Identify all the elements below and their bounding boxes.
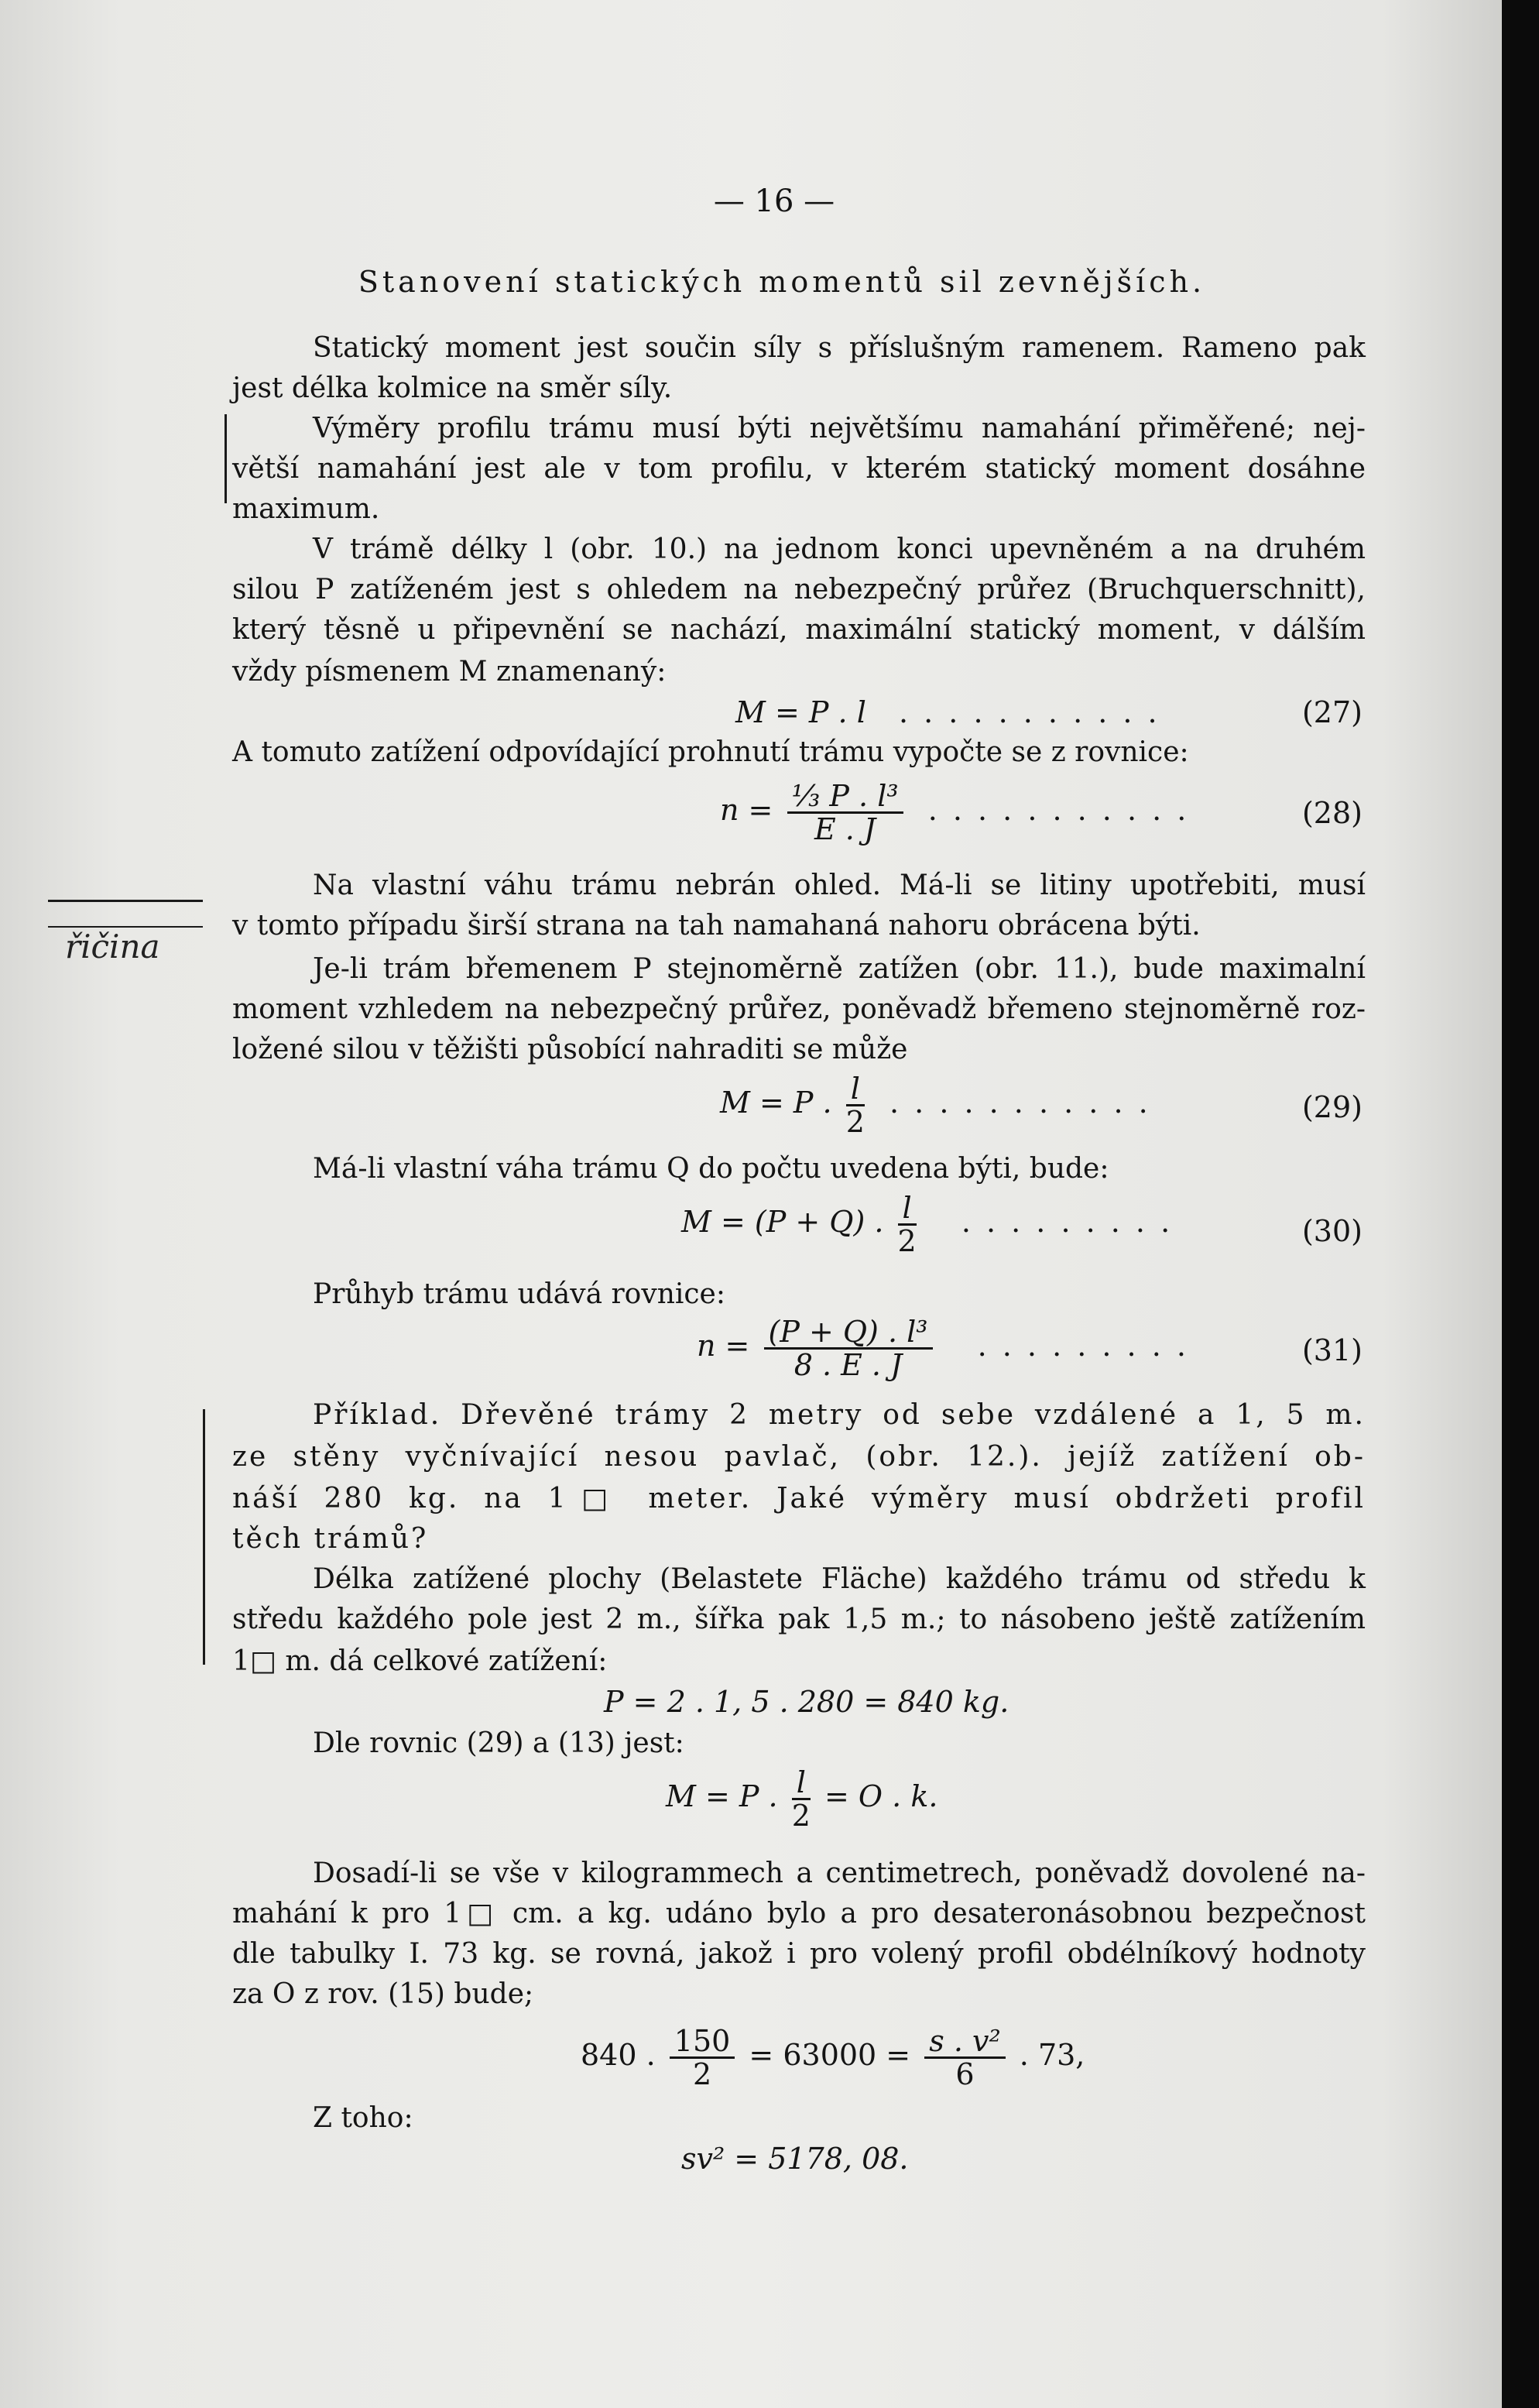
eq29-dots: . . . . . . . . . . . <box>889 1086 1151 1120</box>
margin-bracket-line <box>203 1409 205 1665</box>
eq30-numerator: l <box>898 1192 917 1226</box>
eq31-lhs: n = <box>697 1329 750 1363</box>
equation-29 <box>720 1073 1151 1137</box>
eq29-denominator: 2 <box>845 1105 865 1139</box>
text-line: Průhyb trámu udává rovnice: <box>313 1278 725 1310</box>
equation-31 <box>697 1316 1189 1381</box>
text-line: vždy písmenem M znamenaný: <box>232 656 667 688</box>
text-line: moment vzhledem na nebezpečný průřez, poněvadž břemeno stejnoměrně roz- <box>232 993 1366 1025</box>
eq27-formula: M = P . l <box>735 695 866 729</box>
eq29-numerator: l <box>846 1073 865 1106</box>
margin-bracket-line <box>225 414 227 503</box>
equation-27 <box>735 695 1160 729</box>
margin-pen-stroke <box>48 900 203 902</box>
example-line: náší 280 kg. na 1□ meter. Jaké výměry musí obdržeti profil <box>232 1483 1366 1514</box>
text-line: za O z rov. (15) bude; <box>232 1978 534 2010</box>
handwritten-margin-note: řičina <box>65 928 160 966</box>
text-line: Má-li vlastní váha trámu Q do počtu uvedena býti, bude: <box>313 1153 1109 1185</box>
eq28-denominator: E . J <box>814 812 876 846</box>
text-line: V trámě délky l (obr. 10.) na jednom konci upevněném a na druhém <box>313 533 1366 565</box>
calc-numerator-2: s . v² <box>924 2026 1005 2059</box>
eq29-lhs: M = P . <box>720 1086 832 1120</box>
equation-28 <box>720 780 1189 845</box>
example-line: těch trámů? <box>232 1523 429 1555</box>
text-line: maximum. <box>232 493 380 525</box>
text-line: Z toho: <box>313 2102 413 2134</box>
eq30-dots: . . . . . . . . . <box>961 1205 1174 1239</box>
text-line: v tomto případu širší strana na tah namahaná nahoru obrácena býti. <box>232 910 1201 942</box>
text-line: Výměry profilu trámu musí býti největšímu namahání přiměřené; nej- <box>313 413 1366 444</box>
text-line: jest délka kolmice na směr síly. <box>232 372 673 404</box>
calc-denominator-1: 2 <box>692 2057 712 2091</box>
eq30-denominator: 2 <box>897 1224 917 1258</box>
text-line: ložené silou v těžišti působící nahraditi se může <box>232 1034 908 1065</box>
eq28-number: (28) <box>1301 796 1362 830</box>
eq30-fraction <box>898 1192 917 1257</box>
text-line: Dosadí-li se vše v kilogrammech a centimetrech, poněvadž dovolené na- <box>313 1857 1366 1889</box>
text-line: větší namahání jest ale v tom profilu, v kterém statický moment dosáhne <box>232 453 1366 485</box>
eq30-number: (30) <box>1301 1214 1362 1248</box>
text-line: dle tabulky I. 73 kg. se rovná, jakož i pro volený profil obdélníkový hodnoty <box>232 1938 1366 1970</box>
eq31-number: (31) <box>1301 1333 1362 1367</box>
text-line: středu každého pole jest 2 m., šířka pak 1,5 m.; to násobeno ještě zatížením <box>232 1604 1366 1635</box>
calc-part-c: . 73, <box>1019 2038 1085 2072</box>
eq28-dots: . . . . . . . . . . . <box>927 793 1190 827</box>
text-line: Statický moment jest součin síly s příslušným ramenem. Rameno pak <box>313 332 1366 364</box>
equation-result: sv² = 5178, 08. <box>681 2142 909 2176</box>
eq28-lhs: n = <box>720 793 773 827</box>
page-number: — 16 — <box>713 184 835 219</box>
section-heading: Stanovení statických momentů sil zevnějších. <box>358 265 1206 299</box>
equation-p-total: P = 2 . 1, 5 . 280 = 840 kg. <box>604 1685 1009 1719</box>
eq27-number: (27) <box>1301 695 1362 729</box>
text-line: Na vlastní váhu trámu nebrán ohled. Má-li se litiny upotřebiti, musí <box>313 870 1366 901</box>
example-line: ze stěny vyčnívající nesou pavlač, (obr. 12.). jejíž zatížení ob- <box>232 1441 1366 1473</box>
calc-part-a: 840 . <box>581 2038 656 2072</box>
calc-fraction-2 <box>924 2026 1005 2090</box>
calc-denominator-2: 6 <box>955 2057 975 2091</box>
equation-moment <box>666 1767 937 1831</box>
example-line: Příklad. Dřevěné trámy 2 metry od sebe vzdálené a 1, 5 m. <box>313 1399 1366 1431</box>
eq27-dots: . . . . . . . . . . . <box>898 695 1160 729</box>
text-line: Délka zatížené plochy (Belastete Fläche) každého trámu od středu k <box>313 1563 1366 1595</box>
moment-fraction <box>792 1767 811 1831</box>
eq31-numerator: (P + Q) . l³ <box>764 1316 933 1350</box>
scan-dark-edge <box>1502 0 1539 2408</box>
calc-fraction-1 <box>670 2026 735 2090</box>
equation-calculation <box>581 2026 1085 2090</box>
calc-part-b: = 63000 = <box>749 2038 911 2072</box>
text-line: Dle rovnic (29) a (13) jest: <box>313 1727 684 1759</box>
text-line: A tomuto zatížení odpovídající prohnutí trámu vypočte se z rovnice: <box>232 736 1189 768</box>
eq28-numerator: ⅓ P . l³ <box>787 780 903 814</box>
moment-rhs: = O . k. <box>824 1779 938 1813</box>
moment-lhs: M = P . <box>666 1779 778 1813</box>
text-line: 1□ m. dá celkové zatížení: <box>232 1645 608 1677</box>
text-line: Je-li trám břemenem P stejnoměrně zatížen (obr. 11.), bude maximalní <box>313 953 1366 985</box>
equation-30 <box>681 1192 1173 1257</box>
eq31-fraction <box>764 1316 933 1381</box>
eq29-number: (29) <box>1301 1090 1362 1124</box>
text-line: silou P zatíženém jest s ohledem na nebezpečný průřez (Bruchquerschnitt), <box>232 574 1366 605</box>
moment-numerator: l <box>792 1767 811 1800</box>
eq29-fraction <box>846 1073 865 1137</box>
moment-denominator: 2 <box>791 1799 811 1833</box>
calc-numerator-1: 150 <box>670 2026 735 2059</box>
text-line: který těsně u připevnění se nachází, maximální statický moment, v dálším <box>232 614 1366 646</box>
eq31-denominator: 8 . E . J <box>793 1348 903 1382</box>
eq30-lhs: M = (P + Q) . <box>681 1205 884 1239</box>
eq28-fraction <box>787 780 903 845</box>
text-line: mahání k pro 1□ cm. a kg. udáno bylo a pro desateronásobnou bezpečnost <box>232 1898 1366 1929</box>
eq31-dots: . . . . . . . . . <box>977 1329 1189 1363</box>
